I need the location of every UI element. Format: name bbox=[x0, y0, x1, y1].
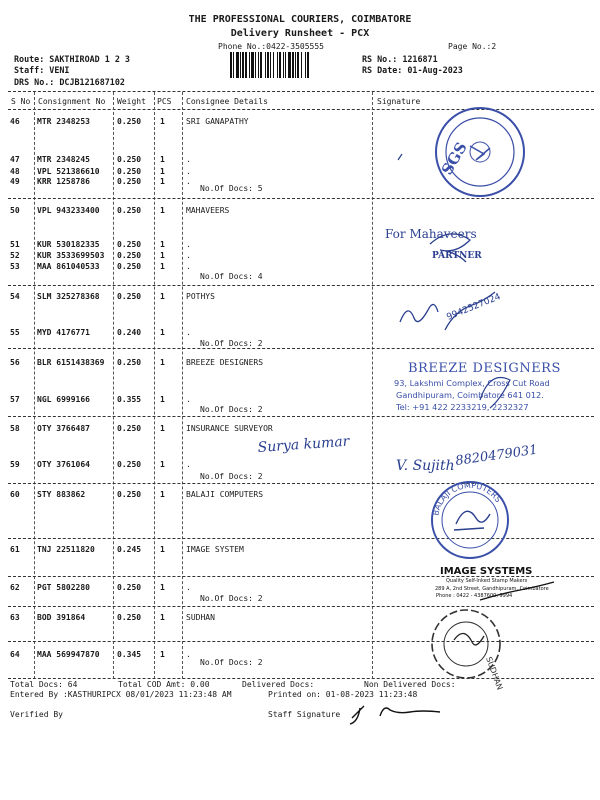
row-weight: 0.250 bbox=[117, 424, 142, 433]
row-pcs: 1 bbox=[160, 424, 165, 433]
verified-by: Verified By bbox=[10, 710, 63, 719]
total-cod-amount: Total COD Amt: 0.00 bbox=[118, 680, 210, 689]
row-consignment-no: TNJ 22511820 bbox=[37, 545, 95, 554]
drs-number: DRS No.: DCJB121687102 bbox=[14, 77, 125, 87]
balaji-stamp-text: BALAJI COMPUTERS bbox=[431, 480, 503, 517]
row-consignee: SUDHAN bbox=[186, 613, 215, 622]
col-header-signature: Signature bbox=[377, 97, 421, 106]
row-pcs: 1 bbox=[160, 395, 165, 404]
row-sno: 52 bbox=[10, 251, 20, 260]
row-pcs: 1 bbox=[160, 460, 165, 469]
row-consignee: BALAJI COMPUTERS bbox=[186, 490, 264, 499]
row-consignee: . bbox=[186, 650, 191, 659]
group-doc-count: No.Of Docs: 5 bbox=[200, 184, 263, 193]
row-pcs: 1 bbox=[160, 545, 165, 554]
row-weight: 0.250 bbox=[117, 240, 142, 249]
row-consignee: . bbox=[186, 460, 191, 469]
row-weight: 0.355 bbox=[117, 395, 142, 404]
breeze-stamp-addr1: 93, Lakshmi Complex, Cross Cut Road bbox=[394, 378, 550, 388]
row-weight: 0.250 bbox=[117, 167, 142, 176]
row-consignment-no: BOD 391864 bbox=[37, 613, 86, 622]
sgs-stamp bbox=[436, 108, 524, 196]
row-consignment-no: BLR 6151438369 bbox=[37, 358, 105, 367]
row-pcs: 1 bbox=[160, 177, 165, 186]
row-consignee: IMAGE SYSTEM bbox=[186, 545, 244, 554]
row-pcs: 1 bbox=[160, 251, 165, 260]
row-weight: 0.250 bbox=[117, 177, 142, 186]
row-sno: 64 bbox=[10, 650, 20, 659]
row-consignment-no: SLM 325278368 bbox=[37, 292, 100, 301]
row-pcs: 1 bbox=[160, 583, 165, 592]
row-sno: 56 bbox=[10, 358, 20, 367]
row-pcs: 1 bbox=[160, 613, 165, 622]
row-consignment-no: KRR 1258786 bbox=[37, 177, 90, 186]
row-sno: 51 bbox=[10, 240, 20, 249]
sujith-phone: 8820479031 bbox=[454, 442, 539, 469]
row-sno: 62 bbox=[10, 583, 20, 592]
row-weight: 0.250 bbox=[117, 613, 142, 622]
rs-date: RS Date: 01-Aug-2023 bbox=[362, 65, 463, 75]
sudhan-stamp-text: SUDHAN bbox=[484, 655, 505, 692]
row-weight: 0.245 bbox=[117, 545, 142, 554]
non-delivered-docs: Non Delivered Docs: bbox=[364, 680, 456, 689]
total-docs: Total Docs: 64 bbox=[10, 680, 78, 689]
row-consignment-no: MTR 2348245 bbox=[37, 155, 90, 164]
row-weight: 0.250 bbox=[117, 155, 142, 164]
sgs-text: SGS bbox=[437, 139, 471, 178]
phone-number: Phone No.:0422-3505555 bbox=[218, 42, 324, 51]
row-consignee: SRI GANAPATHY bbox=[186, 117, 249, 126]
row-pcs: 1 bbox=[160, 650, 165, 659]
row-consignee: . bbox=[186, 583, 191, 592]
row-sno: 55 bbox=[10, 328, 20, 337]
row-weight: 0.250 bbox=[117, 460, 142, 469]
row-consignee: BREEZE DESIGNERS bbox=[186, 358, 264, 367]
mahaveers-stamp: For Mahaveers bbox=[385, 227, 477, 241]
row-weight: 0.250 bbox=[117, 251, 142, 260]
breeze-stamp-name: BREEZE DESIGNERS bbox=[408, 361, 561, 376]
row-consignee: . bbox=[186, 328, 191, 337]
row-pcs: 1 bbox=[160, 292, 165, 301]
image-systems-phone: Phone : 0422 - 4387600, 9994 bbox=[436, 593, 513, 599]
sujith-signature: V. Sujith bbox=[396, 458, 455, 474]
row-pcs: 1 bbox=[160, 117, 165, 126]
row-consignment-no: OTY 3761064 bbox=[37, 460, 90, 469]
sudhan-stamp bbox=[432, 610, 504, 691]
row-sno: 47 bbox=[10, 155, 20, 164]
pothys-signature bbox=[400, 292, 495, 330]
row-consignment-no: MTR 2348253 bbox=[37, 117, 90, 126]
delivered-docs: Delivered Docs: bbox=[242, 680, 315, 689]
row-consignment-no: KUR 530182335 bbox=[37, 240, 100, 249]
image-systems-stamp: IMAGE SYSTEMS bbox=[440, 566, 533, 577]
pen-mark bbox=[398, 154, 402, 160]
rs-number: RS No.: 1216871 bbox=[362, 54, 438, 64]
row-sno: 59 bbox=[10, 460, 20, 469]
row-consignee: POTHYS bbox=[186, 292, 215, 301]
image-systems-sub: Quality Self-Inked Stamp Makers bbox=[446, 578, 528, 584]
staff-label: Staff: VENI bbox=[14, 65, 70, 75]
row-sno: 58 bbox=[10, 424, 20, 433]
row-weight: 0.250 bbox=[117, 262, 142, 271]
row-consignment-no: MYD 4176771 bbox=[37, 328, 90, 337]
pothys-phone: 9942527024 bbox=[445, 292, 503, 323]
row-consignment-no: OTY 3766487 bbox=[37, 424, 90, 433]
row-sno: 53 bbox=[10, 262, 20, 271]
group-doc-count: No.Of Docs: 2 bbox=[200, 405, 263, 414]
row-consignee: . bbox=[186, 395, 191, 404]
page-number: Page No.:2 bbox=[448, 42, 497, 51]
row-sno: 54 bbox=[10, 292, 20, 301]
row-consignee: . bbox=[186, 177, 191, 186]
row-sno: 50 bbox=[10, 206, 20, 215]
row-weight: 0.250 bbox=[117, 206, 142, 215]
row-pcs: 1 bbox=[160, 240, 165, 249]
row-pcs: 1 bbox=[160, 167, 165, 176]
row-consignee: . bbox=[186, 167, 191, 176]
row-weight: 0.250 bbox=[117, 292, 142, 301]
row-weight: 0.250 bbox=[117, 583, 142, 592]
row-pcs: 1 bbox=[160, 358, 165, 367]
row-weight: 0.250 bbox=[117, 358, 142, 367]
row-consignee: INSURANCE SURVEYOR bbox=[186, 424, 273, 433]
row-consignment-no: NGL 6999166 bbox=[37, 395, 90, 404]
col-header-weight: Weight bbox=[117, 97, 146, 106]
balaji-stamp bbox=[431, 481, 508, 558]
col-header-consignment: Consignment No bbox=[38, 97, 106, 106]
row-weight: 0.250 bbox=[117, 490, 142, 499]
row-pcs: 1 bbox=[160, 206, 165, 215]
group-doc-count: No.Of Docs: 4 bbox=[200, 272, 263, 281]
breeze-stamp-phone: Tel: +91 422 2233219, 2232327 bbox=[396, 402, 529, 412]
group-doc-count: No.Of Docs: 2 bbox=[200, 472, 263, 481]
row-consignment-no: VPL 521386610 bbox=[37, 167, 100, 176]
entered-by: Entered By :KASTHURIPCX 08/01/2023 11:23:48 AM bbox=[10, 690, 232, 699]
row-sno: 48 bbox=[10, 167, 20, 176]
group-doc-count: No.Of Docs: 2 bbox=[200, 594, 263, 603]
row-pcs: 1 bbox=[160, 155, 165, 164]
row-weight: 0.240 bbox=[117, 328, 142, 337]
row-pcs: 1 bbox=[160, 328, 165, 337]
row-consignment-no: MAA 569947870 bbox=[37, 650, 100, 659]
group-doc-count: No.Of Docs: 2 bbox=[200, 658, 263, 667]
row-sno: 46 bbox=[10, 117, 20, 126]
row-consignment-no: PGT 5802280 bbox=[37, 583, 90, 592]
group-doc-count: No.Of Docs: 2 bbox=[200, 339, 263, 348]
col-header-consignee: Consignee Details bbox=[186, 97, 268, 106]
company-title: THE PROFESSIONAL COURIERS, COIMBATORE bbox=[188, 14, 412, 25]
row-weight: 0.250 bbox=[117, 117, 142, 126]
row-consignee: . bbox=[186, 155, 191, 164]
staff-signature-label: Staff Signature bbox=[268, 710, 341, 719]
printed-on: Printed on: 01-08-2023 11:23:48 bbox=[268, 690, 418, 699]
row-consignee: MAHAVEERS bbox=[186, 206, 230, 215]
image-systems-addr: 289 A, 2nd Street, Gandhipuram, Coimbatore bbox=[435, 586, 549, 592]
row-consignment-no: KUR 3533699503 bbox=[37, 251, 105, 260]
col-header-sno: S No bbox=[11, 97, 31, 106]
col-header-pcs: PCS bbox=[157, 97, 172, 106]
surveyor-signature: Surya kumar bbox=[257, 433, 350, 456]
row-consignee: . bbox=[186, 262, 191, 271]
staff-signature bbox=[350, 706, 440, 724]
row-sno: 63 bbox=[10, 613, 20, 622]
row-consignee: . bbox=[186, 240, 191, 249]
row-consignment-no: MAA 861040533 bbox=[37, 262, 100, 271]
mahaveers-partner: PARTNER bbox=[432, 251, 482, 261]
row-sno: 49 bbox=[10, 177, 20, 186]
row-consignment-no: VPL 943233400 bbox=[37, 206, 100, 215]
row-consignee: . bbox=[186, 251, 191, 260]
row-sno: 61 bbox=[10, 545, 20, 554]
row-pcs: 1 bbox=[160, 490, 165, 499]
row-sno: 60 bbox=[10, 490, 20, 499]
row-pcs: 1 bbox=[160, 262, 165, 271]
row-sno: 57 bbox=[10, 395, 20, 404]
row-weight: 0.345 bbox=[117, 650, 142, 659]
row-consignment-no: STY 883862 bbox=[37, 490, 86, 499]
sheet-title: Delivery Runsheet - PCX bbox=[230, 28, 370, 39]
breeze-stamp-addr2: Gandhipuram, Coimbatore 641 012. bbox=[396, 390, 544, 400]
route-label: Route: SAKTHIROAD 1 2 3 bbox=[14, 54, 130, 64]
